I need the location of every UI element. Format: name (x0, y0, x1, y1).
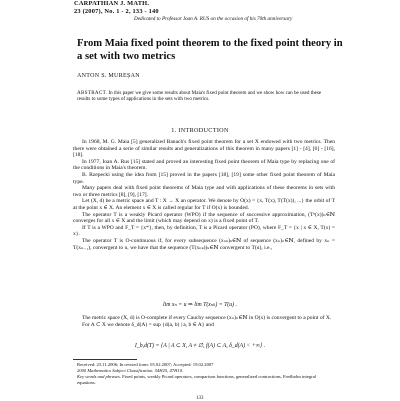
section-heading: 1. INTRODUCTION (171, 127, 229, 134)
dedication: Dedicated to Professor Ioan A. RUS on the occasion of his 70th anniversary (134, 16, 293, 22)
paragraph: The operator T is O-continuous if, for every subsequence (xₙₖ)ₖ∈ℕ of sequence (xₙ)ₙ∈ℕ, defined by xₙ = T(xₙ₋₁), convergent to u, we have that the sequence (T(xₙₖ))ₖ∈ℕ convergent to T(u), i.e., (73, 237, 335, 251)
abstract-label: ABSTRACT. (77, 90, 108, 96)
paragraph: The metric space (X, d) is O-complete if every Cauchy sequence (xₙ)ₙ∈ℕ in O(x) is convergent to a point of X. (82, 315, 332, 321)
abstract-text: In this paper we give some results about Maia's fixed point theorem and we show how can be used these results to some types of applications in the sets with two metrics. (77, 90, 322, 103)
equation-limit: lim xₙ = u ⇒ lim T(xₙₖ) = T(u) . (163, 302, 237, 308)
paragraph: Let (X, d) be a metric space and T : X → X an operator. We denote by O(x) = {x, T(x), T(T(x)), ...} the orbit of T at the point x ∈ X. An element x ∈ X is called regular for T if O(x) is bounded. (73, 198, 335, 211)
paragraph: Many papers deal with fixed point theorems of Maia type and with applications of these theorems in sets with two or three metrics [8], [9], [17]. (73, 185, 335, 198)
journal-name: CARPATHIAN J. MATH. (74, 0, 150, 7)
abstract (77, 90, 329, 103)
journal-volume: 23 (2007), No. 1 - 2, 133 - 140 (74, 7, 159, 15)
paragraph: In 1977, Ioan A. Rus [15] stated and proved an interesting fixed point theorem of Maia type by replacing one of the conditions in Maia's theorem. (73, 158, 335, 172)
msc-text: 2000 Mathematics Subject Classification. 54H25, 47H10. (77, 368, 184, 373)
paragraph: For A ⊂ X we denote δ_d(A) = sup {d(a, b) | a, b ∈ A} and (82, 321, 214, 328)
footnote-msc (77, 368, 327, 374)
keywords-label: Key words and phrases. (77, 374, 121, 379)
footnote-keywords (77, 374, 327, 385)
keywords-text: Fixed points, weakly Picard operators, comparison functions, generalized contractions, Fredholm integral equations. (77, 374, 317, 385)
author-name: ANTON S. MUREȘAN (77, 73, 140, 79)
paragraph: B. Rzepecki using the idea from [15] proved in the papers [18], [19] some other fixed point theorem of Maia type. (73, 171, 335, 185)
body-text-intro (73, 139, 335, 251)
paper-title: From Maia fixed point theorem to the fixed point theory in a set with two metrics (77, 38, 343, 62)
paragraph: If T is a WPO and F_T = {x*}, then, by definition, T is a Picard operator (PO), where F_T = {x | x ∈ X, T(x) = x}. (73, 224, 335, 238)
journal-header (74, 0, 159, 15)
page-number: 133 (196, 396, 204, 401)
equation-set: I_b,d(T) = {A | A ⊂ X, A ≠ ∅, f(A) ⊂ A, δ_d(A) < +∞} . (134, 343, 266, 349)
footnote-divider (73, 359, 137, 360)
paragraph: The operator T is a weakly Picard operator (WPO) if the sequence of successive approximation, (Tⁿ(x))ₙ∈ℕ converges for all x ∈ X and the limit (which may depend on x) is a fixed point of T. (73, 211, 335, 225)
paragraph: In 1968, M. G. Maia [5] generalized Banach's fixed point theorem for a set X endowed with two metrics. Then there were obtained a serie of similar results and generalizations of this theorem in many papers [1] - [4], [6] - [16], [18]. (73, 139, 335, 159)
footnote-received: Received: 23.11.2006; In revised form: 05.02.2007; Accepted: 19.02.2007 (77, 362, 214, 367)
body-text-continued (73, 315, 335, 328)
